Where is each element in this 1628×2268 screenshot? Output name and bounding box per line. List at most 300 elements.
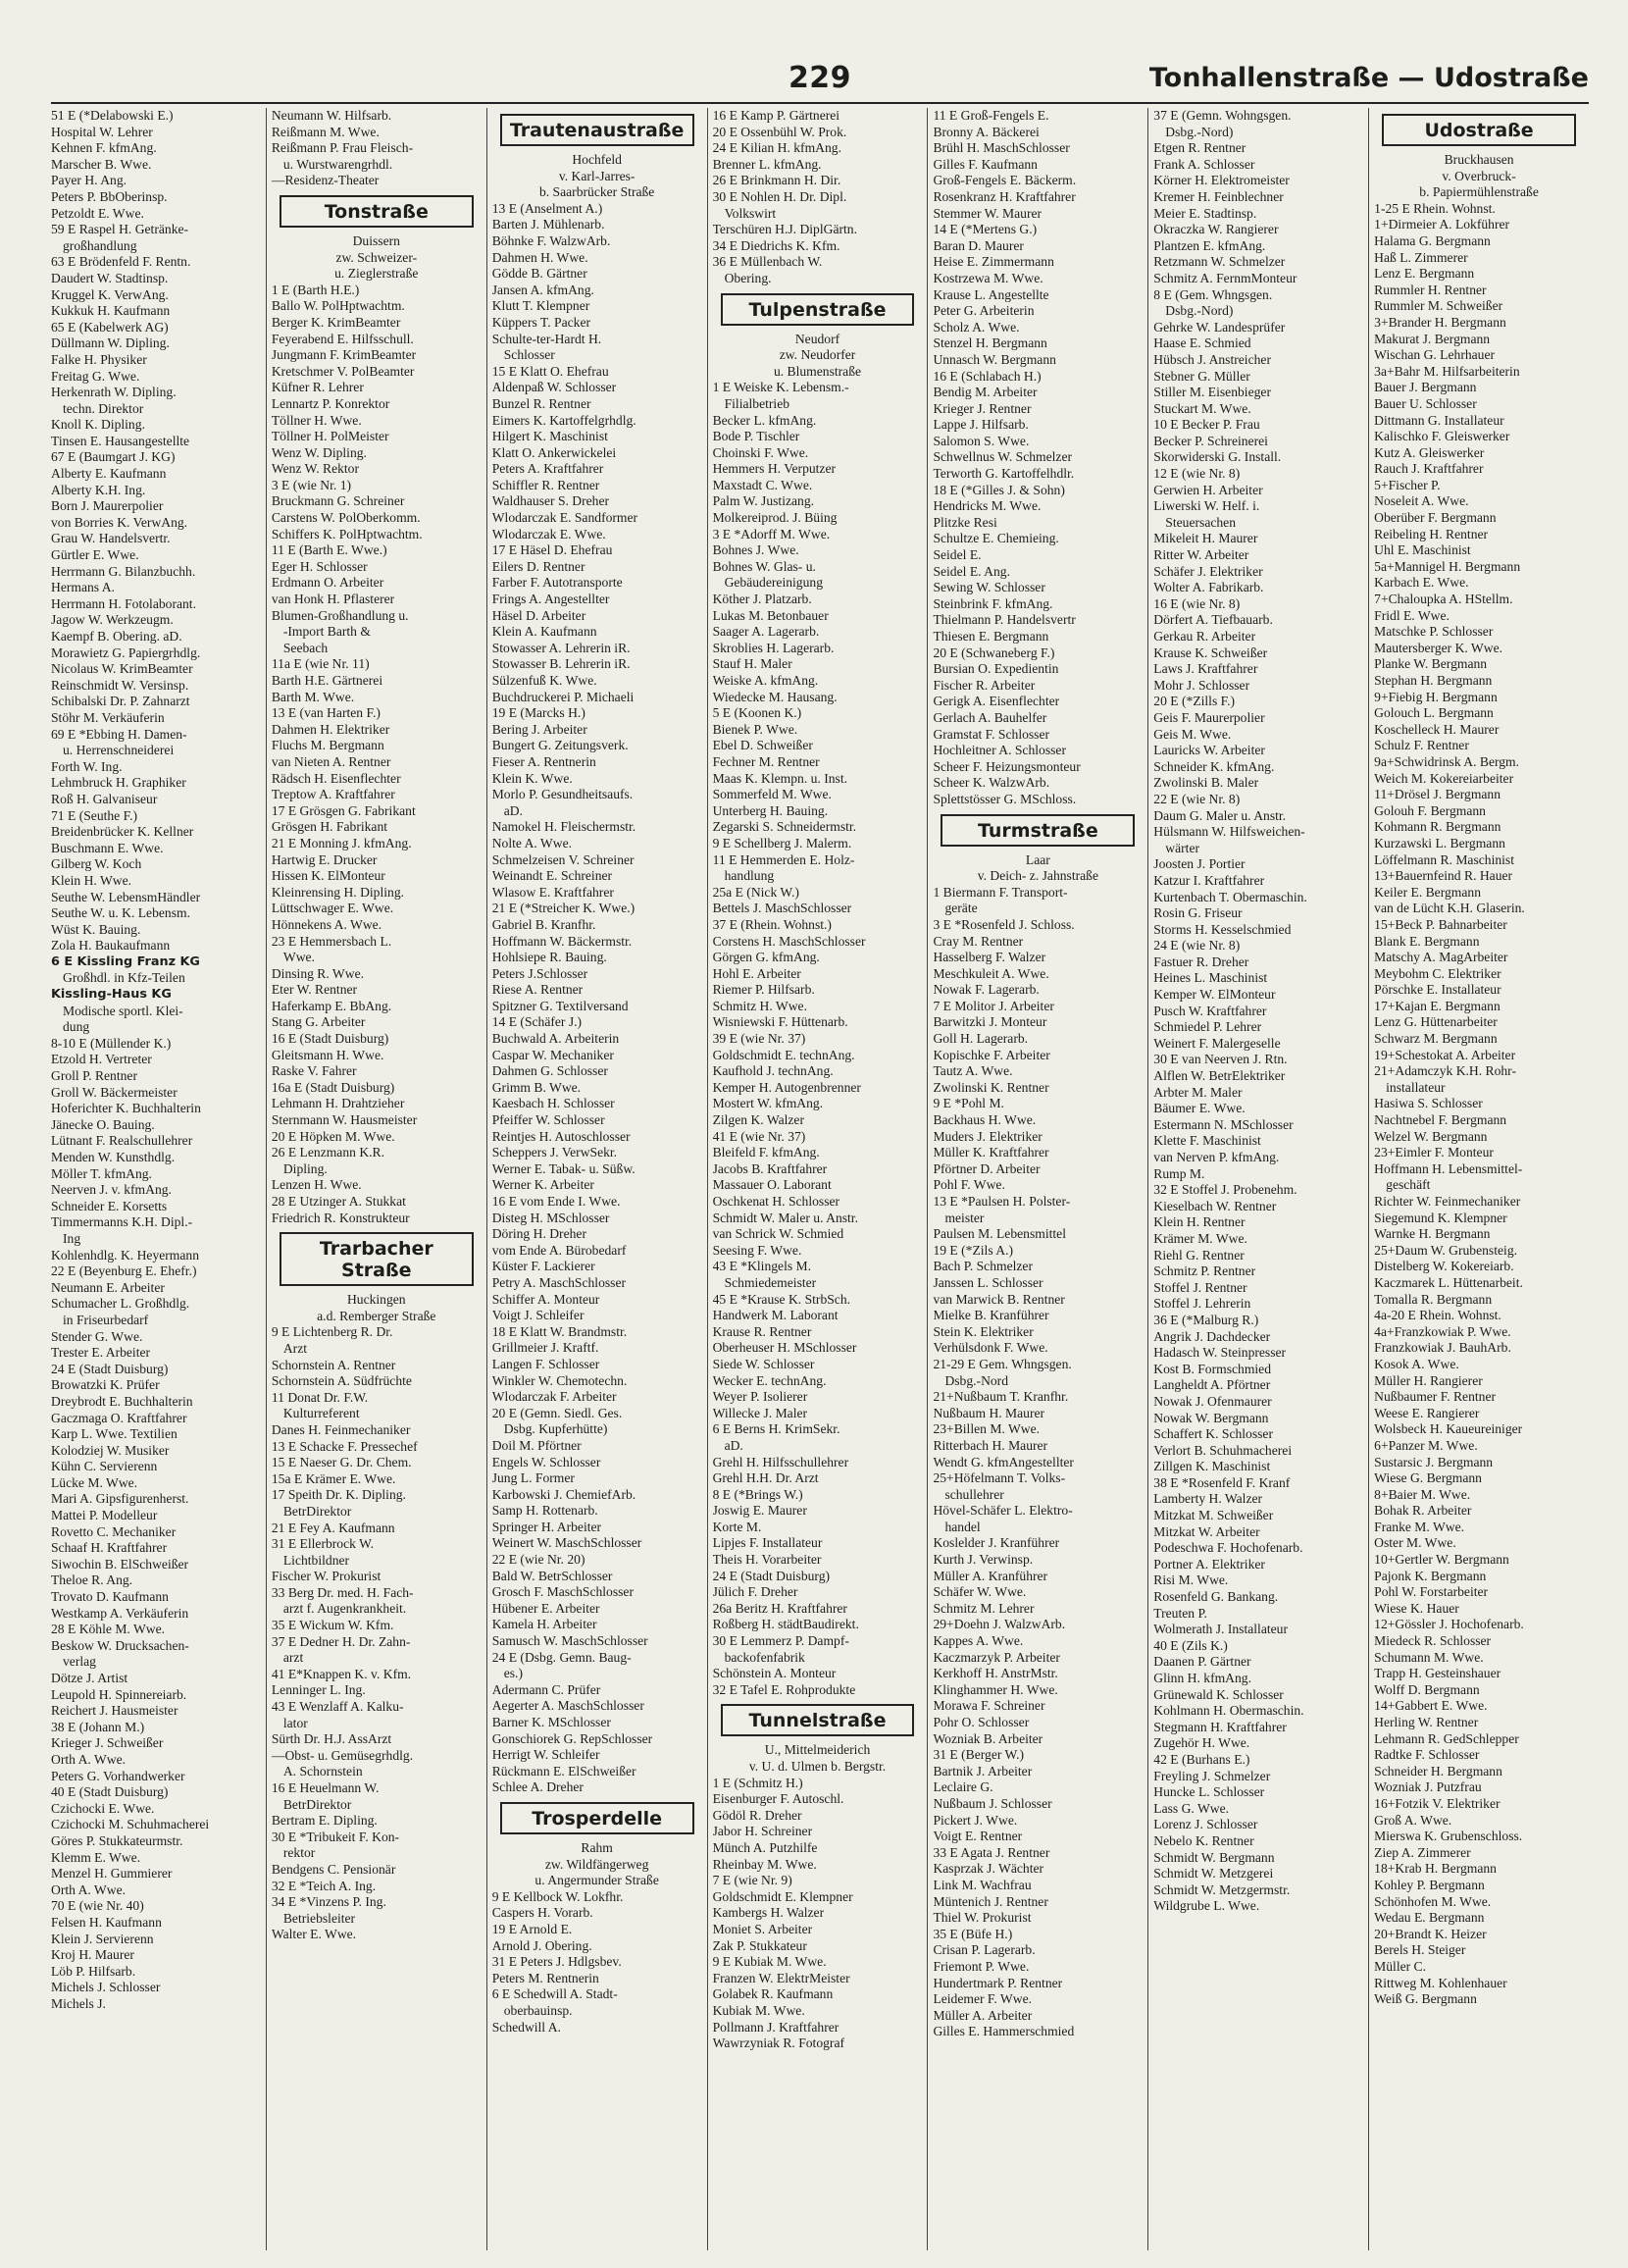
directory-entry: Scheppers J. VerwSekr. bbox=[491, 1145, 618, 1160]
directory-entry: Zwolinski B. Maler bbox=[1153, 775, 1259, 791]
directory-entry: 17 E Grösgen G. Fabrikant bbox=[271, 802, 416, 818]
directory-entry: Skroblies H. Lagerarb. bbox=[712, 640, 835, 655]
directory-entry: 6+Panzer M. Wwe. bbox=[1374, 1437, 1478, 1453]
directory-entry: Lütnant F. Realschullehrer bbox=[51, 1133, 193, 1149]
directory-entry: Pickert J. Wwe. bbox=[933, 1812, 1018, 1828]
directory-entry: Barth H.E. Gärtnerei bbox=[271, 673, 383, 688]
directory-entry: Lukas M. Betonbauer bbox=[712, 607, 829, 623]
directory-entry: Kroj H. Maurer bbox=[51, 1947, 134, 1963]
directory-entry: Görgen G. kfmAng. bbox=[712, 950, 820, 965]
directory-entry: Pohl F. Wwe. bbox=[933, 1177, 1005, 1193]
directory-entry: Fechner M. Rentner bbox=[712, 753, 820, 769]
directory-entry: Peters M. Rentnerin bbox=[491, 1970, 599, 1985]
directory-entry: 35 E Wickum W. Kfm. bbox=[271, 1618, 394, 1633]
directory-entry: Schiffer A. Monteur bbox=[491, 1291, 600, 1307]
directory-entry: Okraczka W. Rangierer bbox=[1153, 222, 1279, 237]
directory-entry: 59 E Raspel H. Getränke- bbox=[51, 222, 189, 237]
directory-entry: Weiske A. kfmAng. bbox=[712, 673, 819, 688]
directory-entry: 32 E *Teich A. Ing. bbox=[271, 1878, 377, 1893]
directory-entry: Lenz E. Bergmann bbox=[1374, 266, 1475, 282]
directory-entry: Nebelo K. Rentner bbox=[1153, 1832, 1254, 1848]
directory-entry: Klatt O. Ankerwickelei bbox=[491, 444, 617, 460]
directory-entry: Schönstein A. Monteur bbox=[712, 1666, 837, 1681]
directory-entry: 25+Höfelmann T. Volks- bbox=[933, 1470, 1066, 1486]
directory-entry: Feyerabend E. Hilfsschull. bbox=[271, 331, 414, 346]
directory-entry: 16 E Kamp P. Gärtnerei bbox=[712, 108, 840, 123]
directory-entry: Keiler E. Bergmann bbox=[1374, 884, 1481, 900]
directory-entry: Bruckhausen bbox=[1444, 152, 1514, 167]
directory-entry: Pohr O. Schlosser bbox=[933, 1715, 1030, 1729]
directory-entry: Berels H. Steiger bbox=[1374, 1942, 1466, 1958]
directory-entry: Retzmann W. Schmelzer bbox=[1153, 254, 1286, 270]
directory-entry: Mohr J. Schlosser bbox=[1153, 677, 1250, 693]
directory-entry: Rückmann E. ElSchweißer bbox=[491, 1763, 636, 1778]
directory-entry: aD. bbox=[724, 1437, 743, 1453]
directory-entry: 4a-20 E Rhein. Wohnst. bbox=[1374, 1308, 1501, 1323]
directory-entry: Gaczmaga O. Kraftfahrer bbox=[51, 1410, 187, 1425]
header-rule bbox=[51, 102, 1589, 104]
directory-entry: Bruckmann G. Schreiner bbox=[271, 493, 405, 509]
directory-entry: 26 E Lenzmann K.R. bbox=[271, 1145, 385, 1160]
directory-entry: Kurth J. Verwinsp. bbox=[933, 1552, 1034, 1568]
directory-entry: Wozniak B. Arbeiter bbox=[933, 1730, 1043, 1746]
directory-entry: Glinn H. kfmAng. bbox=[1153, 1671, 1251, 1685]
directory-entry: Weese E. Rangierer bbox=[1374, 1405, 1480, 1420]
directory-entry: Grösgen H. Fabrikant bbox=[271, 819, 388, 835]
directory-entry: aD. bbox=[503, 802, 523, 818]
directory-entry: Roß H. Galvaniseur bbox=[51, 791, 158, 806]
directory-entry: Herrigt W. Schleifer bbox=[491, 1747, 600, 1763]
directory-entry: Lenzen H. Wwe. bbox=[271, 1177, 362, 1193]
directory-entry: 11 E Hemmerden E. Holz- bbox=[712, 851, 855, 867]
directory-entry: Erdmann O. Arbeiter bbox=[271, 575, 384, 591]
directory-entry: 17 Speith Dr. K. Dipling. bbox=[271, 1487, 406, 1503]
directory-entry: Thiesen E. Bergmann bbox=[933, 629, 1049, 644]
directory-entry: v. Overbruck- bbox=[1442, 168, 1516, 183]
directory-entry: 40 E (Zils K.) bbox=[1153, 1637, 1228, 1653]
directory-entry: Jabor H. Schreiner bbox=[712, 1824, 813, 1839]
directory-entry: Dahmen H. Wwe. bbox=[491, 249, 588, 265]
directory-entry: b. Saarbrücker Straße bbox=[538, 184, 655, 200]
street-heading: Trautenaustraße bbox=[500, 114, 694, 146]
directory-entry: Jacobs B. Kraftfahrer bbox=[712, 1160, 828, 1176]
directory-entry: 16 E vom Ende I. Wwe. bbox=[491, 1194, 621, 1209]
directory-entry: 9 E *Pohl M. bbox=[933, 1096, 1004, 1111]
directory-entry: Distelberg W. Kokereiarb. bbox=[1374, 1259, 1514, 1274]
directory-entry: Kohlenhdlg. K. Heyermann bbox=[51, 1247, 200, 1263]
directory-entry: Heines L. Maschinist bbox=[1153, 970, 1268, 986]
directory-entry: Schornstein A. Rentner bbox=[271, 1357, 396, 1372]
directory-entry: Raske V. Fahrer bbox=[271, 1063, 357, 1079]
directory-entry: 31 E (Berger W.) bbox=[933, 1747, 1025, 1763]
directory-entry: 14 E (*Mertens G.) bbox=[933, 222, 1038, 237]
directory-entry: Bartnik J. Arbeiter bbox=[933, 1763, 1033, 1778]
directory-entry: Stender G. Wwe. bbox=[51, 1328, 143, 1344]
directory-entry: Franke M. Wwe. bbox=[1374, 1519, 1465, 1534]
directory-entry: Blank E. Bergmann bbox=[1374, 933, 1480, 949]
directory-entry: Stuckart M. Wwe. bbox=[1153, 400, 1251, 416]
directory-entry: Rummler H. Rentner bbox=[1374, 282, 1487, 297]
directory-entry: Maxstadt C. Wwe. bbox=[712, 477, 813, 492]
directory-entry: Dreybrodt E. Buchhalterin bbox=[51, 1393, 193, 1409]
directory-entry: Sommerfeld M. Wwe. bbox=[712, 787, 832, 802]
directory-entry: Lehmann H. Drahtzieher bbox=[271, 1096, 405, 1111]
directory-entry: 43 E Wenzlaff A. Kalku- bbox=[271, 1699, 404, 1715]
directory-entry: Dötze J. Artist bbox=[51, 1671, 128, 1685]
directory-entry: Timmermanns K.H. Dipl.- bbox=[51, 1214, 193, 1230]
directory-entry: Lichtbildner bbox=[282, 1552, 350, 1568]
directory-entry: Menden W. Kunsthdlg. bbox=[51, 1150, 176, 1164]
directory-entry: Kohlmann H. Obermaschin. bbox=[1153, 1703, 1304, 1719]
directory-entry: Weinert W. MaschSchlosser bbox=[491, 1535, 642, 1551]
directory-entry: Löb P. Hilfsarb. bbox=[51, 1963, 136, 1979]
directory-entry: Herrmann G. Bilanzbuchh. bbox=[51, 563, 196, 579]
directory-entry: Morawietz G. Papiergrhdlg. bbox=[51, 644, 201, 660]
directory-entry: 29+Doehn J. WalzwArb. bbox=[933, 1617, 1066, 1632]
directory-entry: Bunzel R. Rentner bbox=[491, 395, 591, 411]
directory-entry: Voigt E. Rentner bbox=[933, 1829, 1023, 1844]
directory-entry: Stegmann H. Kraftfahrer bbox=[1153, 1719, 1287, 1734]
directory-entry: Wlodarczak E. Sandformer bbox=[491, 510, 638, 526]
directory-entry: Krause K. Schweißer bbox=[1153, 644, 1268, 660]
directory-entry: Schedwill A. bbox=[491, 2019, 561, 2035]
directory-entry: Blumen-Großhandlung u. bbox=[271, 607, 409, 623]
directory-entry: Golouch L. Bergmann bbox=[1374, 705, 1494, 721]
directory-entry: Körner H. Elektromeister bbox=[1153, 173, 1290, 188]
directory-entry: Podeschwa F. Hochofenarb. bbox=[1153, 1540, 1303, 1556]
directory-entry: 15a E Krämer E. Wwe. bbox=[271, 1470, 396, 1486]
directory-entry: 8 E (Gem. Whngsgen. bbox=[1153, 286, 1273, 302]
directory-entry: Rummler M. Schweißer bbox=[1374, 298, 1503, 314]
directory-entry: Marscher B. Wwe. bbox=[51, 156, 152, 172]
directory-entry: Schornstein A. Südfrüchte bbox=[271, 1373, 412, 1389]
directory-entry: Nicolaus W. KrimBeamter bbox=[51, 661, 193, 677]
directory-entry: Seebach bbox=[282, 640, 329, 655]
directory-entry: Schmelzeisen V. Schreiner bbox=[491, 851, 635, 867]
directory-entry: Bendgens C. Pensionär bbox=[271, 1861, 396, 1877]
directory-entry: 37 E (Rhein. Wohnst.) bbox=[712, 916, 832, 932]
directory-entry: 23 E Hemmersbach L. bbox=[271, 933, 392, 949]
directory-entry: Rosenfeld G. Bankang. bbox=[1153, 1589, 1279, 1605]
page-number: 229 bbox=[788, 61, 852, 95]
directory-entry: 41 E (wie Nr. 37) bbox=[712, 1128, 806, 1144]
directory-entry: Hübener E. Arbeiter bbox=[491, 1600, 600, 1616]
directory-entry: Massauer O. Laborant bbox=[712, 1177, 832, 1193]
directory-entry: Grehl H.H. Dr. Arzt bbox=[712, 1470, 819, 1486]
directory-entry: Kost B. Formschmied bbox=[1153, 1361, 1271, 1376]
directory-entry: Welzel W. Bergmann bbox=[1374, 1128, 1488, 1144]
directory-entry: Engels W. Schlosser bbox=[491, 1454, 601, 1469]
directory-entry: 1 E Weiske K. Lebensm.- bbox=[712, 380, 849, 395]
directory-entry: v. Deich- z. Jahnstraße bbox=[977, 868, 1099, 884]
directory-entry: Kaempf B. Obering. aD. bbox=[51, 629, 182, 644]
directory-entry: Mitzkat M. Schweißer bbox=[1153, 1508, 1274, 1523]
directory-entry: 9a+Schwidrinsk A. Bergm. bbox=[1374, 753, 1520, 769]
directory-entry: 21 E Monning J. kfmAng. bbox=[271, 835, 412, 850]
directory-entry: Czichocki M. Schuhmacherei bbox=[51, 1817, 210, 1832]
directory-entry: Splettstösser G. MSchloss. bbox=[933, 791, 1077, 806]
directory-entry: Fischer R. Arbeiter bbox=[933, 677, 1036, 693]
directory-entry: 19 E Arnold E. bbox=[491, 1921, 573, 1936]
directory-entry: Theis H. Vorarbeiter bbox=[712, 1552, 822, 1568]
directory-entry: Bohak R. Arbeiter bbox=[1374, 1503, 1472, 1519]
directory-entry: BetrDirektor bbox=[282, 1503, 352, 1519]
directory-entry: 9 E Lichtenberg R. Dr. bbox=[271, 1324, 393, 1340]
directory-entry: Müller K. Kraftfahrer bbox=[933, 1145, 1049, 1160]
directory-entry: Carstens W. PolOberkomm. bbox=[271, 510, 421, 526]
street-heading: Tonstraße bbox=[280, 195, 474, 228]
directory-entry: Gerkau R. Arbeiter bbox=[1153, 629, 1256, 644]
directory-entry: Frings A. Angestellter bbox=[491, 592, 610, 607]
directory-entry: Pollmann J. Kraftfahrer bbox=[712, 2019, 839, 2035]
directory-entry: Müller A. Arbeiter bbox=[933, 2007, 1033, 2023]
directory-entry: Richter W. Feinmechaniker bbox=[1374, 1194, 1521, 1209]
directory-entry: u. Zieglerstraße bbox=[334, 266, 419, 282]
directory-entry: Schultze E. Chemieing. bbox=[933, 531, 1059, 546]
directory-entry: Meschkuleit A. Wwe. bbox=[933, 965, 1049, 981]
directory-entry: Mautersberger K. Wwe. bbox=[1374, 640, 1503, 655]
directory-entry: Paulsen M. Lebensmittel bbox=[933, 1226, 1066, 1242]
directory-entry: Pfeiffer W. Schlosser bbox=[491, 1112, 605, 1128]
directory-entry: Schmitz H. Wwe. bbox=[712, 998, 807, 1013]
directory-entry: Golouh F. Bergmann bbox=[1374, 802, 1486, 818]
directory-entry: Bendig M. Arbeiter bbox=[933, 385, 1038, 400]
directory-entry: Halama G. Bergmann bbox=[1374, 232, 1491, 248]
directory-entry: Krämer M. Wwe. bbox=[1153, 1230, 1247, 1246]
directory-entry: Mielke B. Kranführer bbox=[933, 1308, 1049, 1323]
directory-entry: Stowasser A. Lehrerin iR. bbox=[491, 640, 631, 655]
directory-entry: U., Mittelmeiderich bbox=[764, 1742, 871, 1758]
directory-entry: Heise E. Zimmermann bbox=[933, 254, 1054, 270]
directory-entry: a.d. Remberger Straße bbox=[317, 1308, 436, 1323]
directory-entry: Tautz A. Wwe. bbox=[933, 1063, 1013, 1079]
directory-entry: Schneider E. Korsetts bbox=[51, 1198, 168, 1213]
directory-entry: Jagow W. Werkzeugm. bbox=[51, 612, 174, 628]
directory-entry: Lehmann R. GedSchlepper bbox=[1374, 1730, 1519, 1746]
directory-entry: meister bbox=[944, 1210, 985, 1225]
directory-entry: Herling W. Rentner bbox=[1374, 1715, 1479, 1729]
directory-entry: 9 E Kellbock W. Lokfhr. bbox=[491, 1888, 624, 1904]
directory-entry: Czichocki E. Wwe. bbox=[51, 1800, 155, 1816]
directory-entry: 20 E (*Zills F.) bbox=[1153, 694, 1236, 709]
directory-entry: Langen F. Schlosser bbox=[491, 1356, 600, 1371]
directory-entry: 21-29 E Gem. Whngsgen. bbox=[933, 1356, 1072, 1371]
directory-entry: 39 E (wie Nr. 37) bbox=[712, 1031, 806, 1047]
directory-entry: Nolte A. Wwe. bbox=[491, 835, 573, 850]
directory-entry: Hemmers H. Verputzer bbox=[712, 461, 837, 477]
directory-entry: Adermann C. Prüfer bbox=[491, 1681, 601, 1697]
directory-entry: Felsen H. Kaufmann bbox=[51, 1914, 162, 1930]
directory-entry: Skorwiderski G. Install. bbox=[1153, 449, 1282, 465]
directory-entry: Reintjes H. Autoschlosser bbox=[491, 1128, 631, 1144]
directory-entry: 21 E Fey A. Kaufmann bbox=[271, 1520, 395, 1535]
directory-entry: 38 E (Johann M.) bbox=[51, 1719, 145, 1734]
directory-entry: 1+Dirmeier A. Lokführer bbox=[1374, 217, 1510, 232]
directory-entry: Schmitz A. FernmMonteur bbox=[1153, 270, 1297, 285]
directory-column bbox=[266, 108, 486, 2250]
directory-entry: Grimm B. Wwe. bbox=[491, 1079, 582, 1095]
directory-entry: Rädsch H. Eisenflechter bbox=[271, 770, 401, 786]
directory-entry: Breidenbrücker K. Kellner bbox=[51, 824, 194, 840]
directory-entry: u. Blumenstraße bbox=[773, 363, 862, 379]
directory-entry: Goldschmidt E. technAng. bbox=[712, 1047, 855, 1062]
directory-entry: Wwe. bbox=[282, 950, 315, 965]
directory-entry: Knoll K. Dipling. bbox=[51, 417, 145, 433]
directory-entry: Schmidt W. Bergmann bbox=[1153, 1849, 1275, 1865]
directory-entry: Matschke P. Schlosser bbox=[1374, 624, 1494, 640]
directory-entry: Ritter W. Arbeiter bbox=[1153, 547, 1249, 563]
directory-entry: 30 E van Neerven J. Rtn. bbox=[1153, 1052, 1288, 1067]
directory-entry: u. Herrenschneiderei bbox=[63, 743, 175, 758]
directory-entry: Seidel E. bbox=[933, 547, 982, 563]
directory-entry: Laar bbox=[1025, 851, 1050, 867]
directory-entry: Friedrich R. Konstrukteur bbox=[271, 1210, 410, 1225]
directory-entry: Rosin G. Friseur bbox=[1153, 905, 1243, 921]
directory-entry: 8 E (*Brings W.) bbox=[712, 1486, 803, 1502]
directory-entry: Hartwig E. Drucker bbox=[271, 851, 378, 867]
directory-entry: 11 Donat Dr. F.W. bbox=[271, 1389, 369, 1405]
directory-entry: Becker L. kfmAng. bbox=[712, 412, 817, 428]
directory-entry: Hochfeld bbox=[572, 152, 622, 167]
directory-entry: Werner K. Arbeiter bbox=[491, 1177, 594, 1193]
directory-entry: Caspar W. Mechaniker bbox=[491, 1047, 614, 1062]
directory-entry: Payer H. Ang. bbox=[51, 173, 127, 188]
directory-entry: 42 E (Burhans E.) bbox=[1153, 1751, 1250, 1767]
directory-entry: BetrDirektor bbox=[282, 1796, 352, 1812]
directory-entry: 3 E *Adorff M. Wwe. bbox=[712, 526, 831, 541]
directory-entry: Thielmann P. Handelsvertr bbox=[933, 612, 1076, 628]
directory-entry: Noseleit A. Wwe. bbox=[1374, 493, 1469, 509]
directory-entry: Karbach E. Wwe. bbox=[1374, 575, 1469, 591]
directory-entry: Lennartz P. Konrektor bbox=[271, 395, 390, 411]
directory-entry: Volkswirt bbox=[724, 205, 777, 221]
directory-entry: Maas K. Klempn. u. Inst. bbox=[712, 770, 848, 786]
directory-entry: 13 E (van Harten F.) bbox=[271, 705, 381, 721]
directory-entry: Nußbaumer F. Rentner bbox=[1374, 1389, 1497, 1405]
directory-entry: Dahmen G. Schlosser bbox=[491, 1063, 608, 1079]
directory-entry: Corstens H. MaschSchlosser bbox=[712, 933, 866, 949]
directory-entry: Barten J. Mühlenarb. bbox=[491, 217, 605, 232]
directory-entry: Rovetto C. Mechaniker bbox=[51, 1523, 177, 1539]
directory-entry: Becker P. Schreinerei bbox=[1153, 433, 1268, 448]
directory-entry: Schönhofen M. Wwe. bbox=[1374, 1893, 1492, 1909]
directory-entry: van de Lücht K.H. Glaserin. bbox=[1374, 901, 1525, 916]
directory-entry: Oschkenat H. Schlosser bbox=[712, 1194, 840, 1209]
directory-entry: Rump M. bbox=[1153, 1165, 1205, 1181]
directory-entry: Gödde B. Gärtner bbox=[491, 266, 587, 282]
directory-entry: Nowak W. Bergmann bbox=[1153, 1410, 1269, 1425]
directory-entry: Müntenich J. Rentner bbox=[933, 1893, 1048, 1909]
directory-entry: Wolmerath J. Installateur bbox=[1153, 1622, 1288, 1637]
directory-entry: Wecker E. technAng. bbox=[712, 1372, 827, 1388]
directory-entry: Scheer K. WalzwArb. bbox=[933, 775, 1050, 791]
directory-entry: Storms H. Kesselschmied bbox=[1153, 921, 1292, 937]
directory-entry: Jülich F. Dreher bbox=[712, 1584, 798, 1600]
directory-entry: Pohl W. Forstarbeiter bbox=[1374, 1584, 1489, 1600]
directory-entry: Schäfer J. Elektriker bbox=[1153, 563, 1263, 579]
directory-entry: Etgen R. Rentner bbox=[1153, 140, 1246, 156]
directory-entry: geschäft bbox=[1386, 1177, 1431, 1193]
directory-entry: Bienek P. Wwe. bbox=[712, 721, 798, 737]
directory-entry: Cray M. Rentner bbox=[933, 933, 1024, 949]
directory-entry: Wenz W. Rektor bbox=[271, 461, 359, 477]
directory-entry: Kehnen F. kfmAng. bbox=[51, 140, 157, 156]
directory-entry: Reißmann P. Frau Fleisch- bbox=[271, 140, 414, 156]
directory-entry: Lipjes F. Installateur bbox=[712, 1535, 823, 1551]
directory-entry: Wolff D. Bergmann bbox=[1374, 1681, 1480, 1697]
directory-entry: Münch A. Putzhilfe bbox=[712, 1839, 818, 1855]
directory-entry: Lass G. Wwe. bbox=[1153, 1800, 1230, 1816]
directory-entry: Frank A. Schlosser bbox=[1153, 156, 1255, 172]
directory-entry: 34 E Diedrichs K. Kfm. bbox=[712, 237, 840, 253]
directory-entry: 18 E Klatt W. Brandmstr. bbox=[491, 1323, 628, 1339]
directory-entry: 41 E*Knappen K. v. Kfm. bbox=[271, 1666, 412, 1681]
directory-entry: Daanen P. Gärtner bbox=[1153, 1654, 1251, 1670]
directory-entry: arzt bbox=[282, 1650, 304, 1666]
directory-entry: 19 E (Marcks H.) bbox=[491, 705, 585, 721]
directory-entry: Choinski F. Wwe. bbox=[712, 444, 809, 460]
directory-entry: Kaczmarzyk P. Arbeiter bbox=[933, 1649, 1060, 1665]
directory-entry: Hendricks M. Wwe. bbox=[933, 498, 1042, 514]
directory-entry: Alberty K.H. Ing. bbox=[51, 482, 146, 497]
directory-entry: Seesing F. Wwe. bbox=[712, 1242, 802, 1258]
directory-entry: Rahm bbox=[581, 1839, 613, 1855]
directory-entry: Gürtler E. Wwe. bbox=[51, 547, 139, 563]
directory-entry: Kaczmarek L. Hüttenarbeit. bbox=[1374, 1274, 1523, 1290]
street-heading: Turmstraße bbox=[941, 814, 1135, 847]
directory-entry: Scholz A. Wwe. bbox=[933, 319, 1020, 335]
directory-entry: Steuersachen bbox=[1165, 514, 1237, 530]
directory-entry: Barth M. Wwe. bbox=[271, 689, 355, 704]
directory-entry: Weyer P. Isolierer bbox=[712, 1389, 808, 1405]
directory-entry: Wildgrube L. Wwe. bbox=[1153, 1898, 1260, 1914]
directory-entry: 30 E Lemmerz P. Dampf- bbox=[712, 1633, 849, 1649]
directory-entry: 7 E Molitor J. Arbeiter bbox=[933, 998, 1054, 1013]
directory-entry: Zugehör H. Wwe. bbox=[1153, 1735, 1250, 1751]
directory-entry: 20 E (Schwaneberg F.) bbox=[933, 644, 1055, 660]
directory-entry: Trovato D. Kaufmann bbox=[51, 1589, 169, 1605]
directory-entry: 69 E *Ebbing H. Damen- bbox=[51, 726, 187, 742]
directory-entry: oberbauinsp. bbox=[503, 2002, 573, 2018]
directory-entry: 15+Beck P. Bahnarbeiter bbox=[1374, 916, 1507, 932]
directory-entry: Schaffert K. Schlosser bbox=[1153, 1426, 1273, 1442]
directory-entry: Makurat J. Bergmann bbox=[1374, 331, 1491, 346]
directory-entry: rektor bbox=[282, 1845, 316, 1861]
directory-entry: Hadasch W. Steinpresser bbox=[1153, 1345, 1287, 1361]
directory-entry: Angrik J. Dachdecker bbox=[1153, 1328, 1271, 1344]
directory-entry: Sülzenfuß K. Wwe. bbox=[491, 673, 597, 688]
directory-entry: Grau W. Handelsvertr. bbox=[51, 531, 171, 546]
directory-entry: Koschelleck H. Maurer bbox=[1374, 721, 1500, 737]
directory-entry: Plantzen E. kfmAng. bbox=[1153, 237, 1266, 253]
directory-entry: Bald W. BetrSchlosser bbox=[491, 1568, 613, 1583]
directory-entry: Mostert W. kfmAng. bbox=[712, 1096, 824, 1111]
directory-entry: 1 E (Schmitz H.) bbox=[712, 1775, 803, 1790]
directory-entry: Küster F. Lackierer bbox=[491, 1259, 595, 1274]
directory-entry: Goll H. Lagerarb. bbox=[933, 1031, 1029, 1047]
directory-entry: Bronny A. Bäckerei bbox=[933, 124, 1040, 139]
street-heading: Udostraße bbox=[1382, 114, 1576, 146]
directory-entry: Arnold J. Obering. bbox=[491, 1937, 592, 1953]
directory-entry: 9 E Schellberg J. Malerm. bbox=[712, 835, 852, 850]
directory-entry: Willecke J. Maler bbox=[712, 1405, 808, 1420]
directory-entry: zw. Schweizer- bbox=[335, 249, 418, 265]
directory-entry: 16 E (Schlabach H.) bbox=[933, 368, 1042, 384]
directory-entry: Fieser A. Rentnerin bbox=[491, 753, 596, 769]
directory-entry: Ebel D. Schweißer bbox=[712, 738, 813, 753]
directory-entry: Stephan H. Bergmann bbox=[1374, 673, 1493, 688]
directory-entry: Bohnes J. Wwe. bbox=[712, 542, 799, 558]
